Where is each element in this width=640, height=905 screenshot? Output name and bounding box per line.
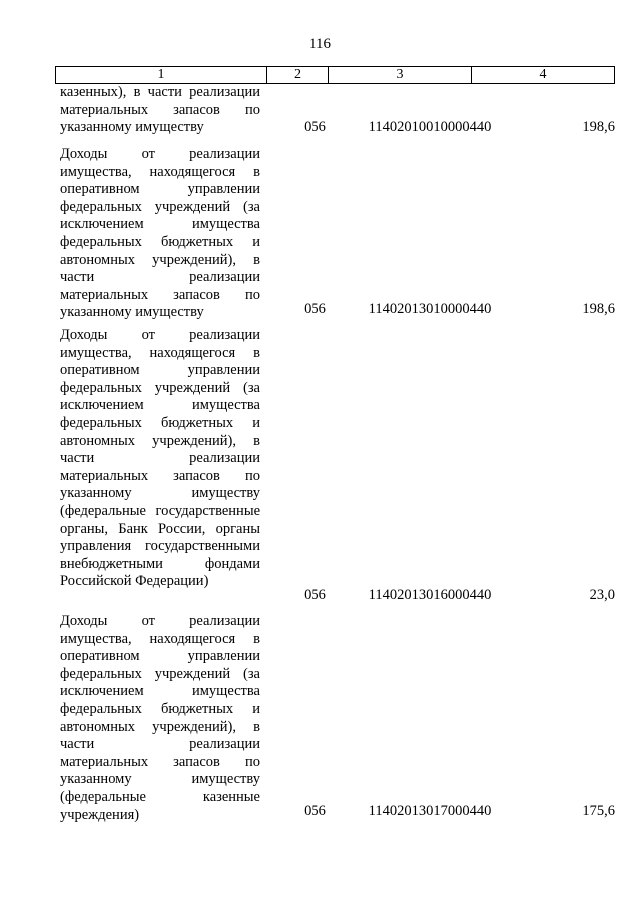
row-kbk: 11402010010000440 xyxy=(368,119,492,135)
row-description: Доходы от реализации имущества, находящегося в оперативном управлении федеральных учреждений (за исключением имущества федеральных бюджетных и автономных учреждений), в части реализации материальных запасов по указанному имуществу (федеральные казенные учреждения) xyxy=(60,613,260,823)
row-code: 056 xyxy=(304,587,326,603)
row-amount: 175,6 xyxy=(582,803,615,819)
row-kbk: 11402013010000440 xyxy=(368,301,492,317)
row-amount: 198,6 xyxy=(582,119,615,135)
row-description: Доходы от реализации имущества, находящегося в оперативном управлении федеральных учреждений (за исключением имущества федеральных бюджетных и автономных учреждений), в части реализации материальных запасов по указанному имуществу xyxy=(60,146,260,321)
header-col-3: 3 xyxy=(329,67,472,83)
row-amount: 198,6 xyxy=(582,301,615,317)
row-description: Доходы от реализации имущества, находящегося в оперативном управлении федеральных учреждений (за исключением имущества федеральных бюджетных и автономных учреждений), в части реализации материальных запасов по указанному имуществу (федеральные государственные органы, Банк России, органы управления государственными внебюджетными фондами Российской Федерации) xyxy=(60,327,260,590)
header-col-1: 1 xyxy=(56,67,267,83)
row-amount: 23,0 xyxy=(589,587,615,603)
page-number: 116 xyxy=(309,36,331,52)
row-code: 056 xyxy=(304,301,326,317)
row-kbk: 11402013017000440 xyxy=(368,803,492,819)
row-code: 056 xyxy=(304,119,326,135)
row-description: казенных), в части реализации материальных запасов по указанному имуществу xyxy=(60,84,260,136)
row-kbk: 11402013016000440 xyxy=(368,587,492,603)
header-col-2: 2 xyxy=(267,67,329,83)
header-col-4: 4 xyxy=(539,67,547,82)
table-header xyxy=(55,66,615,84)
row-code: 056 xyxy=(304,803,326,819)
